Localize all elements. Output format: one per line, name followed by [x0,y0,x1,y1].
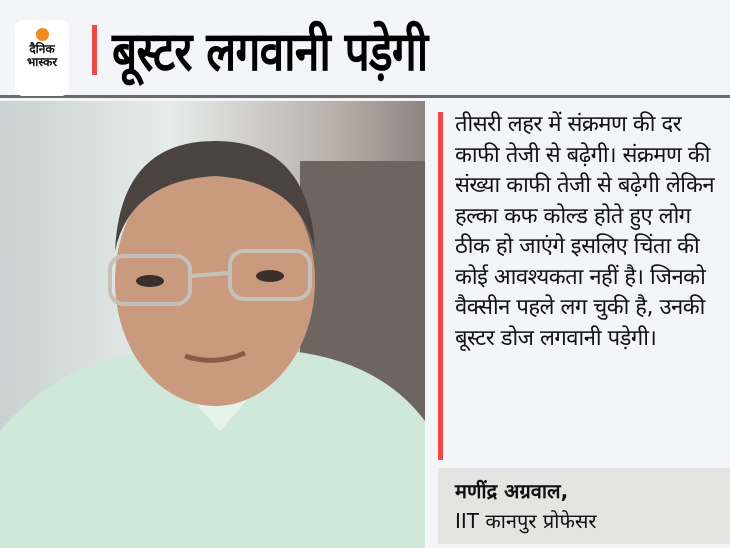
byline-box [438,468,730,544]
byline-name: मणींद्र अग्रवाल, [455,479,569,503]
dainik-bhaskar-logo [15,20,69,96]
portrait-photo [0,101,425,548]
byline-title: IIT कानपुर प्रोफेसर [455,509,597,533]
quote-text: तीसरी लहर में संक्रमण की दर काफी तेजी से बढ़ेगी। संक्रमण की संख्या काफी तेजी से बढ़ेगी लेकिन हल्का कफ कोल्ड होते हुए लोग ठीक हो जाएंगे इसलिए चिंता की कोई आवश्यकता नहीं है। जिनको वैक्सीन पहले लग चुकी है, उनकी बूस्टर डोज लगवानी पड़ेगी। [455,112,715,351]
logo-line2: भास्कर [26,55,58,69]
headline: बूस्टर लगवानी पड़ेगी [112,20,428,83]
title-accent-bar [92,25,97,75]
quote-accent-bar [438,112,443,460]
header [0,0,730,98]
person-illustration [0,101,425,548]
sun-icon [36,28,49,41]
quote-block [438,110,730,460]
logo-line1: दैनिक [29,42,55,56]
